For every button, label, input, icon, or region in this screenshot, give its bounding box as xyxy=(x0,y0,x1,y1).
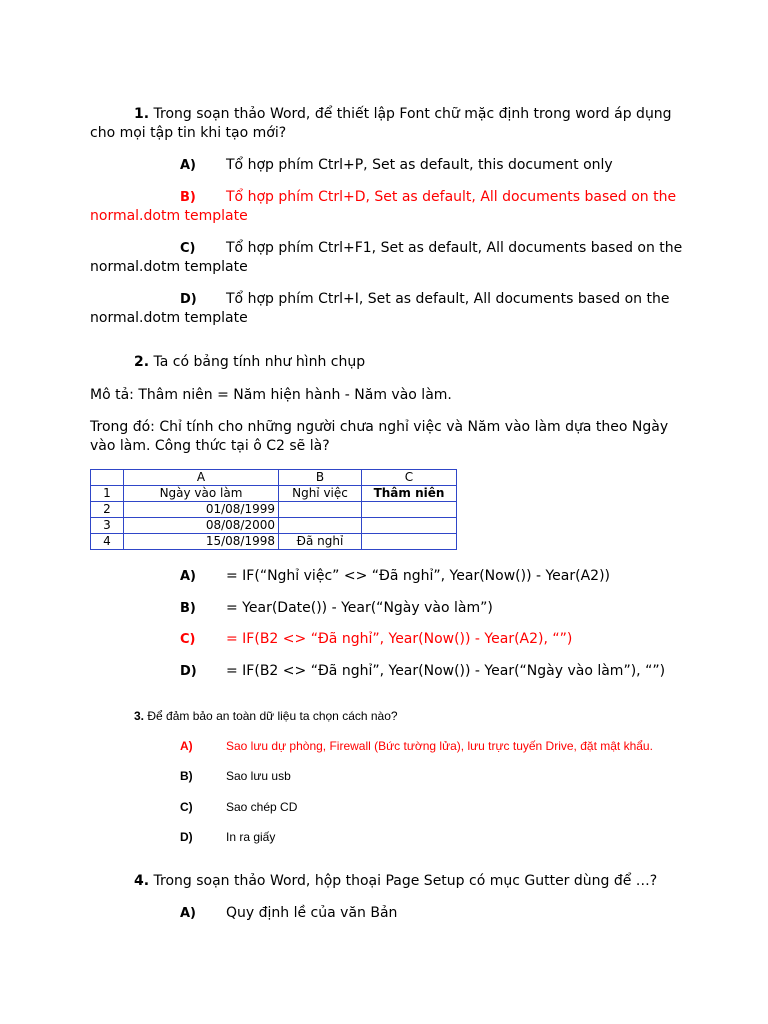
q3-text: 3. Để đảm bảo an toàn dữ liệu ta chọn cách nào? xyxy=(134,709,398,723)
q1-text: 1. Trong soạn thảo Word, để thiết lập Font chữ mặc định trong word áp dụng xyxy=(134,106,672,122)
q2-where: Trong đó: Chỉ tính cho những người chưa nghỉ việc và Năm vào làm dựa theo Ngày xyxy=(90,419,669,435)
sheet-col-header: C xyxy=(362,470,457,486)
sheet-cell xyxy=(362,534,457,550)
q1-option-a: Tổ hợp phím Ctrl+P, Set as default, this document only xyxy=(226,157,613,173)
q3-option-d: In ra giấy xyxy=(226,830,276,844)
sheet-col-header: B xyxy=(279,470,362,486)
sheet-row-number: 3 xyxy=(91,518,124,534)
q2-number: 2. xyxy=(134,354,150,370)
q2-option-a-label: A) xyxy=(180,569,197,584)
sheet-cell xyxy=(279,502,362,518)
q2-where-cont: vào làm. Công thức tại ô C2 sẽ là? xyxy=(90,438,330,454)
q2-option-b: = Year(Date()) - Year(“Ngày vào làm”) xyxy=(226,600,493,616)
sheet-row xyxy=(91,518,457,534)
q2-description: Mô tả: Thâm niên = Năm hiện hành - Năm vào làm. xyxy=(90,387,452,403)
q2-option-b-label: B) xyxy=(180,601,196,616)
q3-option-c-label: C) xyxy=(180,800,193,814)
sheet-cell: 01/08/1999 xyxy=(124,502,279,518)
sheet-cell: Ngày vào làm xyxy=(124,486,279,502)
q1-option-d-label: D) xyxy=(180,292,197,307)
q1-text-cont: cho mọi tập tin khi tạo mới? xyxy=(90,125,287,141)
q3-option-d-label: D) xyxy=(180,830,193,844)
sheet-row xyxy=(91,502,457,518)
sheet-cell xyxy=(362,502,457,518)
q3-option-b: Sao lưu usb xyxy=(226,769,291,783)
q3-option-a-label: A) xyxy=(180,739,193,753)
sheet-row xyxy=(91,534,457,550)
sheet-cell: Nghỉ việc xyxy=(279,486,362,502)
q2-option-a: = IF(“Nghỉ việc” <> “Đã nghỉ”, Year(Now()) - Year(A2)) xyxy=(226,568,610,584)
q4-option-a: Quy định lề của văn Bản xyxy=(226,905,398,921)
q1-option-d: Tổ hợp phím Ctrl+I, Set as default, All documents based on the xyxy=(226,291,670,307)
sheet-row-number: 4 xyxy=(91,534,124,550)
q4-option-a-label: A) xyxy=(180,906,197,921)
sheet-row-number: 2 xyxy=(91,502,124,518)
q1-option-c: Tổ hợp phím Ctrl+F1, Set as default, All documents based on the xyxy=(226,240,683,256)
q4-number: 4. xyxy=(134,873,150,889)
q2-option-c: = IF(B2 <> “Đã nghỉ”, Year(Now()) - Year(A2), “”) xyxy=(226,631,573,647)
q1-option-a-label: A) xyxy=(180,158,197,173)
sheet-cell xyxy=(279,518,362,534)
q1-option-d-cont: normal.dotm template xyxy=(90,310,248,326)
q1-option-b-cont: normal.dotm template xyxy=(90,208,248,224)
sheet-cell: 08/08/2000 xyxy=(124,518,279,534)
sheet-cell: Đã nghỉ xyxy=(279,534,362,550)
q4-text: 4. Trong soạn thảo Word, hộp thoại Page Setup có mục Gutter dùng để …? xyxy=(134,873,658,889)
sheet-corner-cell xyxy=(91,470,124,486)
q3-option-b-label: B) xyxy=(180,769,193,783)
sheet-cell xyxy=(362,518,457,534)
sheet-col-header: A xyxy=(124,470,279,486)
q3-number: 3. xyxy=(134,709,145,723)
q3-option-c: Sao chép CD xyxy=(226,800,298,814)
q2-text: 2. Ta có bảng tính như hình chụp xyxy=(134,354,366,370)
sheet-row xyxy=(91,486,457,502)
q2-option-d-label: D) xyxy=(180,664,197,679)
q1-option-c-label: C) xyxy=(180,241,196,256)
q2-option-c-label: C) xyxy=(180,632,196,647)
q3-option-a: Sao lưu dự phòng, Firewall (Bức tường lửa), lưu trực tuyến Drive, đặt mật khẩu. xyxy=(226,739,653,753)
q2-option-d: = IF(B2 <> “Đã nghỉ”, Year(Now()) - Year(“Ngày vào làm”), “”) xyxy=(226,663,666,679)
sheet-row-number: 1 xyxy=(91,486,124,502)
sheet-cell: Thâm niên xyxy=(362,486,457,502)
q1-option-c-cont: normal.dotm template xyxy=(90,259,248,275)
q1-option-b: Tổ hợp phím Ctrl+D, Set as default, All documents based on the xyxy=(226,189,677,205)
spreadsheet-image xyxy=(90,469,457,550)
q1-number: 1. xyxy=(134,106,150,122)
q1-option-b-label: B) xyxy=(180,190,196,205)
sheet-cell: 15/08/1998 xyxy=(124,534,279,550)
sheet-column-header-row xyxy=(91,470,457,486)
